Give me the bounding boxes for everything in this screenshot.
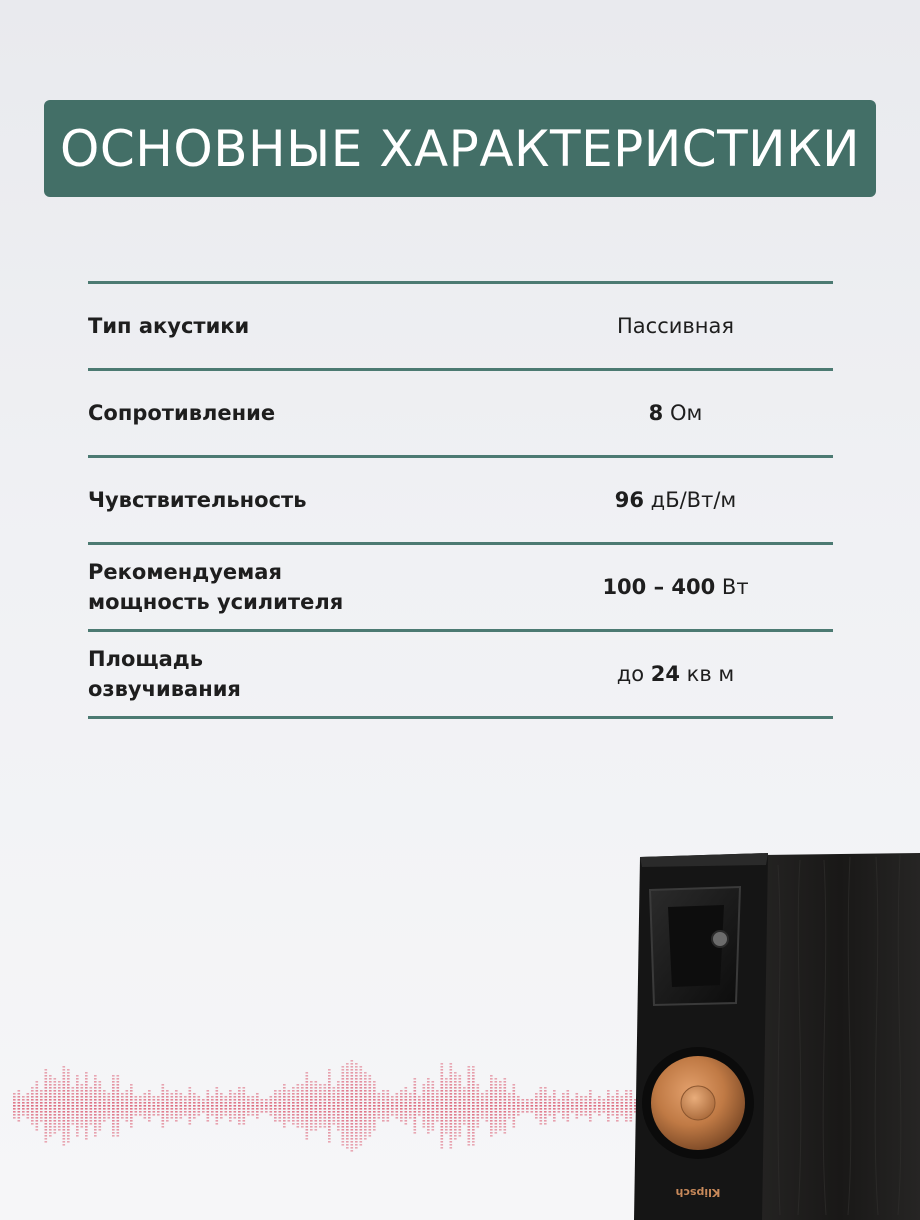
speaker-side-panel (760, 853, 920, 1220)
table-divider (88, 716, 833, 719)
spec-value (488, 314, 833, 338)
spec-value-unit: Ом (663, 401, 703, 425)
spec-value-prefix: до (616, 662, 651, 686)
spec-label (88, 557, 488, 617)
spec-label (88, 485, 488, 515)
spec-value-number: 24 (650, 662, 680, 686)
spec-value-number: 96 (614, 488, 644, 512)
spec-value-unit: кв м (680, 662, 735, 686)
spec-value-number: 100 – 400 (602, 575, 716, 599)
spec-label-line: Рекомендуемая (88, 560, 282, 584)
speaker-logo: Klipsch (675, 1186, 721, 1199)
spec-row-type (88, 284, 833, 368)
tweeter-driver (712, 931, 728, 947)
speaker-image (628, 845, 920, 1220)
spec-label-line: Площадь (88, 647, 204, 671)
spec-row-area (88, 632, 833, 716)
spec-label (88, 311, 488, 341)
spec-label-line: мощность усилителя (88, 590, 344, 614)
spec-value (488, 575, 833, 599)
spec-value-number: 8 (648, 401, 664, 425)
spec-value (488, 488, 833, 512)
spec-label-line: озвучивания (88, 677, 241, 701)
title-banner (44, 100, 876, 197)
spec-label-line: Сопротивление (88, 401, 276, 425)
sound-waveform-graphic (10, 1050, 640, 1160)
spec-label-line: Чувствительность (88, 488, 307, 512)
spec-value-unit: дБ/Вт/м (644, 488, 737, 512)
spec-table (88, 281, 833, 719)
spec-row-amp-power (88, 545, 833, 629)
spec-row-sensitivity (88, 458, 833, 542)
page-title: ОСНОВНЫЕ ХАРАКТЕРИСТИКИ (60, 119, 860, 178)
spec-label (88, 398, 488, 428)
spec-value (488, 401, 833, 425)
spec-label (88, 644, 488, 704)
woofer-dust-cap (681, 1086, 715, 1120)
spec-value-unit: Вт (715, 575, 749, 599)
spec-label-line: Тип акустики (88, 314, 250, 338)
spec-value-text: Пассивная (616, 314, 734, 338)
spec-value (488, 662, 833, 686)
spec-row-impedance (88, 371, 833, 455)
